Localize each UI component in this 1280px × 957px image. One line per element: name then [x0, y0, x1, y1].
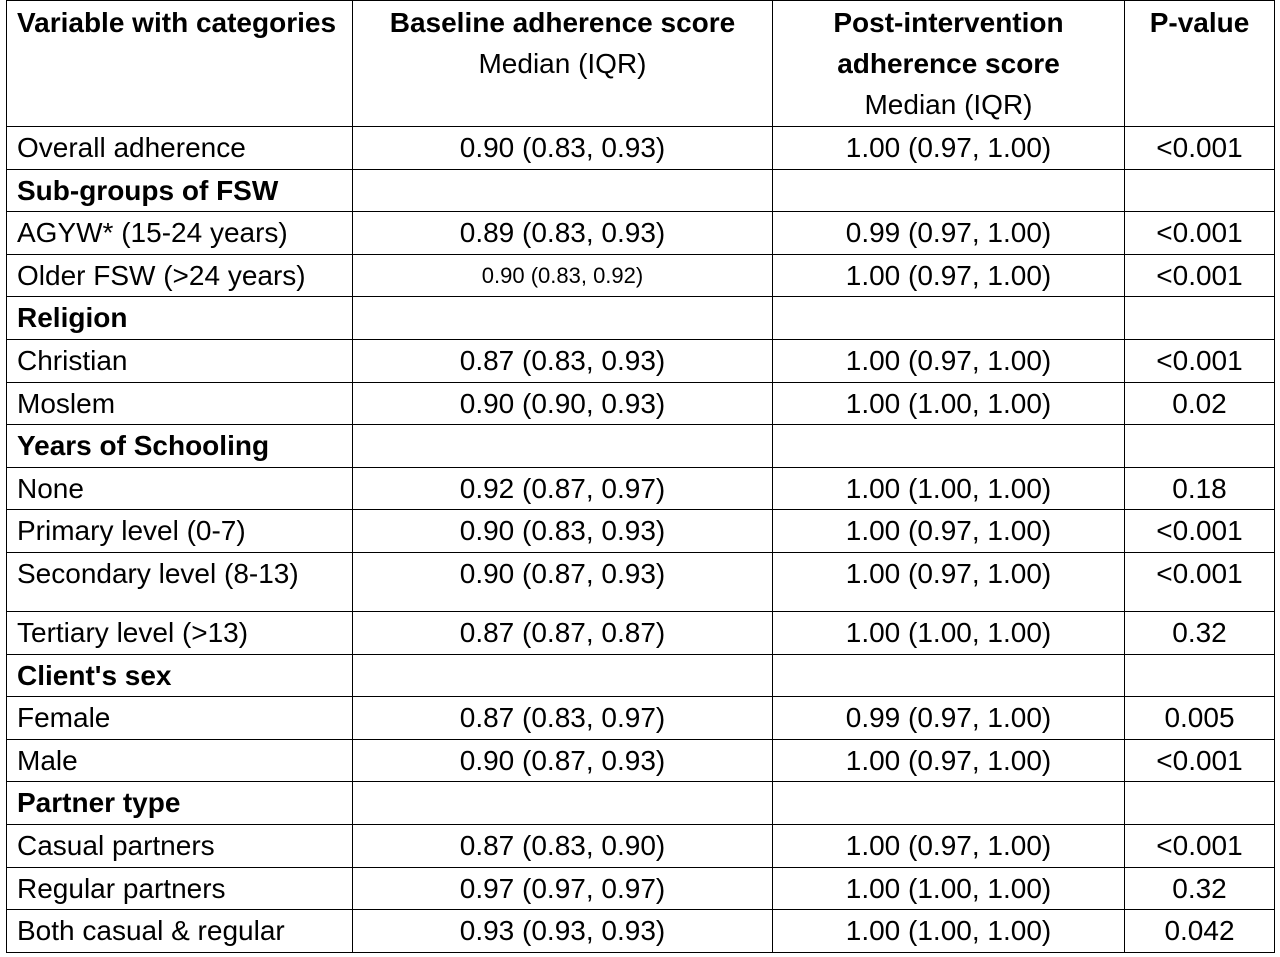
baseline-cell: 0.92 (0.87, 0.97)	[353, 467, 773, 510]
pvalue-cell: <0.001	[1125, 510, 1275, 553]
post-cell: 1.00 (0.97, 1.00)	[773, 739, 1125, 782]
header-post	[773, 1, 1125, 127]
post-cell: 1.00 (0.97, 1.00)	[773, 510, 1125, 553]
post-cell: 1.00 (1.00, 1.00)	[773, 611, 1125, 654]
baseline-cell: 0.93 (0.93, 0.93)	[353, 910, 773, 953]
baseline-cell: 0.90 (0.87, 0.93)	[353, 739, 773, 782]
pvalue-cell: 0.02	[1125, 382, 1275, 425]
baseline-cell: 0.87 (0.83, 0.90)	[353, 824, 773, 867]
pvalue-cell	[1125, 297, 1275, 340]
table-row	[7, 697, 1275, 740]
table-row-group-header	[7, 654, 1275, 697]
baseline-cell: 0.90 (0.83, 0.92)	[353, 254, 773, 297]
baseline-cell: 0.87 (0.87, 0.87)	[353, 611, 773, 654]
baseline-cell	[353, 425, 773, 468]
pvalue-cell: 0.18	[1125, 467, 1275, 510]
header-post-label: Post-intervention adherence score	[833, 7, 1064, 79]
post-cell	[773, 169, 1125, 212]
post-cell: 1.00 (1.00, 1.00)	[773, 382, 1125, 425]
pvalue-cell: <0.001	[1125, 339, 1275, 382]
group-label: Sub-groups of FSW	[7, 169, 353, 212]
baseline-cell	[353, 654, 773, 697]
pvalue-cell: <0.001	[1125, 739, 1275, 782]
table-row-group-header	[7, 425, 1275, 468]
pvalue-cell: 0.005	[1125, 697, 1275, 740]
row-label: Both casual & regular	[7, 910, 353, 953]
table-row	[7, 254, 1275, 297]
table-row-group-header	[7, 169, 1275, 212]
row-label: Casual partners	[7, 824, 353, 867]
baseline-cell: 0.89 (0.83, 0.93)	[353, 212, 773, 255]
baseline-cell: 0.97 (0.97, 0.97)	[353, 867, 773, 910]
table-row	[7, 611, 1275, 654]
pvalue-cell: 0.042	[1125, 910, 1275, 953]
post-cell	[773, 297, 1125, 340]
pvalue-cell: <0.001	[1125, 254, 1275, 297]
group-label: Years of Schooling	[7, 425, 353, 468]
table-row	[7, 382, 1275, 425]
header-pvalue-label: P-value	[1149, 7, 1250, 38]
table-row	[7, 339, 1275, 382]
row-label: Tertiary level (>13)	[7, 611, 353, 654]
baseline-cell	[353, 297, 773, 340]
table-row	[7, 824, 1275, 867]
table-row	[7, 867, 1275, 910]
pvalue-cell: 0.32	[1125, 867, 1275, 910]
post-cell	[773, 654, 1125, 697]
table-row	[7, 552, 1275, 611]
baseline-cell: 0.90 (0.87, 0.93)	[353, 552, 773, 611]
table-row	[7, 739, 1275, 782]
row-label: Primary level (0-7)	[7, 510, 353, 553]
table-row-group-header	[7, 782, 1275, 825]
pvalue-cell: <0.001	[1125, 824, 1275, 867]
post-cell: 0.99 (0.97, 1.00)	[773, 697, 1125, 740]
table-row	[7, 510, 1275, 553]
baseline-cell: 0.87 (0.83, 0.93)	[353, 339, 773, 382]
baseline-cell: 0.90 (0.83, 0.93)	[353, 127, 773, 170]
post-cell: 1.00 (1.00, 1.00)	[773, 910, 1125, 953]
table-row	[7, 212, 1275, 255]
baseline-cell	[353, 169, 773, 212]
baseline-cell: 0.90 (0.90, 0.93)	[353, 382, 773, 425]
post-cell: 1.00 (1.00, 1.00)	[773, 467, 1125, 510]
row-label: Secondary level (8-13)	[7, 552, 353, 611]
post-cell: 1.00 (0.97, 1.00)	[773, 339, 1125, 382]
pvalue-cell: <0.001	[1125, 212, 1275, 255]
header-variable-label: Variable with categories	[17, 7, 337, 38]
row-label: Overall adherence	[7, 127, 353, 170]
header-baseline-sublabel: Median (IQR)	[478, 48, 647, 79]
group-label: Partner type	[7, 782, 353, 825]
table-row	[7, 467, 1275, 510]
pvalue-cell	[1125, 169, 1275, 212]
pvalue-cell	[1125, 425, 1275, 468]
header-post-sublabel: Median (IQR)	[864, 89, 1033, 120]
post-cell: 1.00 (0.97, 1.00)	[773, 127, 1125, 170]
post-cell: 1.00 (0.97, 1.00)	[773, 824, 1125, 867]
pvalue-cell: 0.32	[1125, 611, 1275, 654]
pvalue-cell: <0.001	[1125, 127, 1275, 170]
baseline-cell: 0.90 (0.83, 0.93)	[353, 510, 773, 553]
row-label: Female	[7, 697, 353, 740]
post-cell: 1.00 (0.97, 1.00)	[773, 552, 1125, 611]
row-label: Moslem	[7, 382, 353, 425]
row-label: AGYW* (15-24 years)	[7, 212, 353, 255]
table-row	[7, 127, 1275, 170]
pvalue-cell: <0.001	[1125, 552, 1275, 611]
adherence-table	[6, 0, 1275, 953]
row-label: Male	[7, 739, 353, 782]
post-cell: 0.99 (0.97, 1.00)	[773, 212, 1125, 255]
group-label: Client's sex	[7, 654, 353, 697]
group-label: Religion	[7, 297, 353, 340]
header-variable	[7, 1, 353, 127]
post-cell	[773, 425, 1125, 468]
table-row	[7, 910, 1275, 953]
row-label: Regular partners	[7, 867, 353, 910]
pvalue-cell	[1125, 782, 1275, 825]
table-row-group-header	[7, 297, 1275, 340]
post-cell: 1.00 (0.97, 1.00)	[773, 254, 1125, 297]
baseline-cell: 0.87 (0.83, 0.97)	[353, 697, 773, 740]
baseline-cell	[353, 782, 773, 825]
header-baseline-label: Baseline adherence score	[389, 7, 736, 38]
row-label: None	[7, 467, 353, 510]
header-row	[7, 1, 1275, 127]
header-pvalue	[1125, 1, 1275, 127]
header-baseline	[353, 1, 773, 127]
pvalue-cell	[1125, 654, 1275, 697]
post-cell	[773, 782, 1125, 825]
row-label: Older FSW (>24 years)	[7, 254, 353, 297]
row-label: Christian	[7, 339, 353, 382]
post-cell: 1.00 (1.00, 1.00)	[773, 867, 1125, 910]
